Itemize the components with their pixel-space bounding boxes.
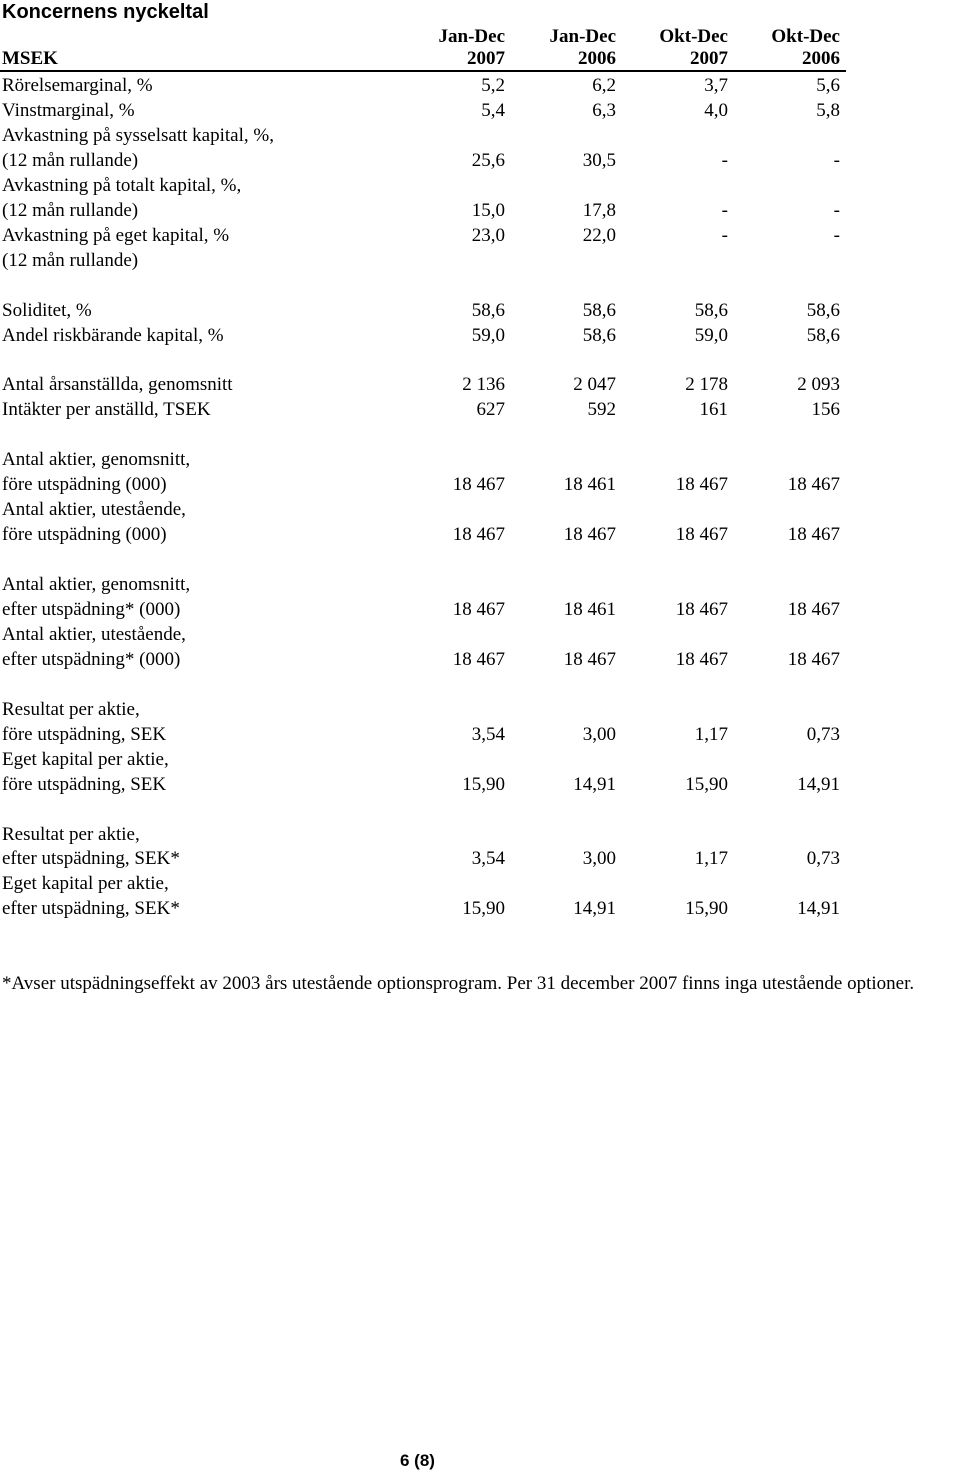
row-value-col-3: 1,17 <box>694 723 728 745</box>
row-value-col-4: 18 467 <box>787 598 840 620</box>
row-value-col-1: 18 467 <box>452 474 505 496</box>
row-label: Resultat per aktie, <box>2 698 140 720</box>
row-value-col-3: 161 <box>699 399 728 421</box>
table-row <box>0 223 850 248</box>
row-value-col-4: 5,8 <box>816 100 840 121</box>
table-row <box>0 871 850 896</box>
row-value-col-1: 25,6 <box>471 149 505 171</box>
table-row <box>0 896 850 921</box>
table-row <box>0 98 850 123</box>
row-value-col-4: 58,6 <box>806 299 840 321</box>
row-value-col-3: 58,6 <box>694 299 728 321</box>
row-value-col-2: 6,2 <box>592 75 616 96</box>
row-value-col-4: 156 <box>811 399 840 421</box>
row-value-col-3: 18 467 <box>675 474 728 496</box>
row-label: Antal aktier, genomsnitt, <box>2 449 191 471</box>
row-label: efter utspädning, SEK* <box>2 898 180 920</box>
row-value-col-4: 14,91 <box>797 773 840 795</box>
row-label: Antal aktier, utestående, <box>2 623 186 645</box>
row-value-col-3: 15,90 <box>685 773 728 795</box>
row-label: Soliditet, % <box>2 299 92 321</box>
row-value-col-1: 5,4 <box>481 100 505 121</box>
row-label: Eget kapital per aktie, <box>2 748 169 770</box>
row-label: Resultat per aktie, <box>2 823 140 845</box>
table-row <box>0 697 850 722</box>
row-value-col-3: - <box>721 199 728 221</box>
row-value-col-2: 17,8 <box>582 199 616 221</box>
row-value-col-2: 58,6 <box>582 299 616 321</box>
table-row <box>0 248 850 273</box>
row-label: Antal aktier, genomsnitt, <box>2 574 191 595</box>
row-value-col-4: 5,6 <box>816 75 840 96</box>
row-value-col-1: 18 467 <box>452 648 505 670</box>
row-label: Antal årsanställda, genomsnitt <box>2 374 233 396</box>
row-value-col-1: 18 467 <box>452 598 505 620</box>
row-value-col-1: 2 136 <box>462 374 505 396</box>
page-number: 6 (8) <box>400 1451 435 1470</box>
header-col-1-top: Jan-Dec <box>438 26 505 47</box>
row-label: (12 mån rullande) <box>2 249 139 271</box>
table-row <box>0 123 850 148</box>
row-value-col-3: 4,0 <box>704 100 728 121</box>
header-unit-label: MSEK <box>2 48 58 69</box>
row-value-col-3: 18 467 <box>675 648 728 670</box>
table-row <box>0 372 850 397</box>
row-label: före utspädning, SEK <box>2 723 167 745</box>
row-value-col-2: 18 461 <box>563 474 616 496</box>
table-row <box>0 347 850 372</box>
row-label: Andel riskbärande kapital, % <box>2 324 224 346</box>
row-value-col-4: 18 467 <box>787 524 840 546</box>
row-value-col-3: 3,7 <box>704 75 728 96</box>
table-row <box>0 422 850 447</box>
row-value-col-3: 18 467 <box>675 598 728 620</box>
header-col-4-bottom: 2006 <box>802 48 840 69</box>
row-value-col-2: 592 <box>587 399 616 421</box>
row-label: (12 mån rullande) <box>2 149 139 171</box>
table-row <box>0 797 850 822</box>
table-row <box>0 572 850 597</box>
row-value-col-4: - <box>833 149 840 171</box>
row-label: (12 mån rullande) <box>2 199 139 221</box>
row-label: före utspädning (000) <box>2 474 167 496</box>
footnote: *Avser utspädningseffekt av 2003 års utestående optionsprogram. Per 31 december 2007 finns inga utestående optioner. <box>2 973 915 994</box>
row-value-col-1: 15,0 <box>471 199 505 221</box>
header-divider <box>0 70 846 72</box>
table-row <box>0 722 850 747</box>
header-row-bottom <box>0 46 850 71</box>
table-row <box>0 472 850 497</box>
row-value-col-2: 30,5 <box>582 149 616 171</box>
row-value-col-2: 14,91 <box>573 898 616 920</box>
row-label: Antal aktier, utestående, <box>2 499 186 521</box>
row-value-col-1: 59,0 <box>471 324 505 346</box>
row-label: före utspädning (000) <box>2 524 167 546</box>
row-label: efter utspädning* (000) <box>2 598 181 620</box>
row-value-col-4: 14,91 <box>797 898 840 920</box>
row-value-col-1: 5,2 <box>481 75 505 96</box>
row-label: Avkastning på sysselsatt kapital, %, <box>2 124 274 146</box>
row-value-col-2: 3,00 <box>582 723 616 745</box>
row-value-col-2: 2 047 <box>573 374 616 396</box>
table-row <box>0 447 850 472</box>
row-value-col-3: 15,90 <box>685 898 728 920</box>
row-value-col-1: 627 <box>476 399 505 421</box>
row-value-col-3: 18 467 <box>675 524 728 546</box>
row-label: Vinstmarginal, % <box>2 100 135 121</box>
table-row <box>0 198 850 223</box>
header-col-1-bottom: 2007 <box>467 48 505 69</box>
row-value-col-3: 2 178 <box>685 374 728 396</box>
table-row <box>0 273 850 298</box>
row-label: efter utspädning, SEK* <box>2 848 180 870</box>
row-label: efter utspädning* (000) <box>2 648 181 670</box>
row-value-col-2: 3,00 <box>582 848 616 870</box>
table-row <box>0 672 850 697</box>
row-label: Avkastning på totalt kapital, %, <box>2 174 242 196</box>
row-value-col-4: 0,73 <box>806 848 840 870</box>
row-value-col-2: 58,6 <box>582 324 616 346</box>
row-label: Eget kapital per aktie, <box>2 873 169 895</box>
table-row <box>0 597 850 622</box>
row-value-col-4: 2 093 <box>797 374 840 396</box>
row-value-col-1: 18 467 <box>452 524 505 546</box>
table-row <box>0 822 850 847</box>
row-value-col-3: - <box>721 224 728 246</box>
row-value-col-1: 58,6 <box>471 299 505 321</box>
page-title: Koncernens nyckeltal <box>2 1 209 23</box>
table-row <box>0 772 850 797</box>
table-row <box>0 497 850 522</box>
row-value-col-4: 18 467 <box>787 474 840 496</box>
table-row <box>0 148 850 173</box>
row-value-col-1: 23,0 <box>471 224 505 246</box>
header-col-2-top: Jan-Dec <box>549 26 616 47</box>
row-value-col-2: 18 467 <box>563 648 616 670</box>
header-col-2-bottom: 2006 <box>578 48 616 69</box>
table-row <box>0 323 850 348</box>
row-label: före utspädning, SEK <box>2 773 167 795</box>
header-col-4-top: Okt-Dec <box>771 26 840 47</box>
row-value-col-4: - <box>833 224 840 246</box>
table-row <box>0 846 850 871</box>
table-row <box>0 647 850 672</box>
row-label: Rörelsemarginal, % <box>2 75 153 96</box>
table-row <box>0 397 850 422</box>
row-label: Intäkter per anställd, TSEK <box>2 399 211 421</box>
row-value-col-3: 1,17 <box>694 848 728 870</box>
row-value-col-2: 18 461 <box>563 598 616 620</box>
row-label: Avkastning på eget kapital, % <box>2 224 230 246</box>
table-row <box>0 622 850 647</box>
row-value-col-4: - <box>833 199 840 221</box>
table-row <box>0 173 850 198</box>
row-value-col-3: 59,0 <box>694 324 728 346</box>
row-value-col-2: 18 467 <box>563 524 616 546</box>
table-row <box>0 73 850 98</box>
row-value-col-4: 58,6 <box>806 324 840 346</box>
row-value-col-3: - <box>721 149 728 171</box>
row-value-col-1: 15,90 <box>462 773 505 795</box>
table-row <box>0 298 850 323</box>
row-value-col-2: 14,91 <box>573 773 616 795</box>
row-value-col-1: 3,54 <box>471 723 505 745</box>
row-value-col-1: 15,90 <box>462 898 505 920</box>
row-value-col-2: 6,3 <box>592 100 616 121</box>
table-row <box>0 547 850 572</box>
header-col-3-top: Okt-Dec <box>659 26 728 47</box>
row-value-col-2: 22,0 <box>582 224 616 246</box>
row-value-col-4: 18 467 <box>787 648 840 670</box>
row-value-col-1: 3,54 <box>471 848 505 870</box>
table-row <box>0 522 850 547</box>
row-value-col-4: 0,73 <box>806 723 840 745</box>
header-col-3-bottom: 2007 <box>690 48 728 69</box>
table-row <box>0 747 850 772</box>
